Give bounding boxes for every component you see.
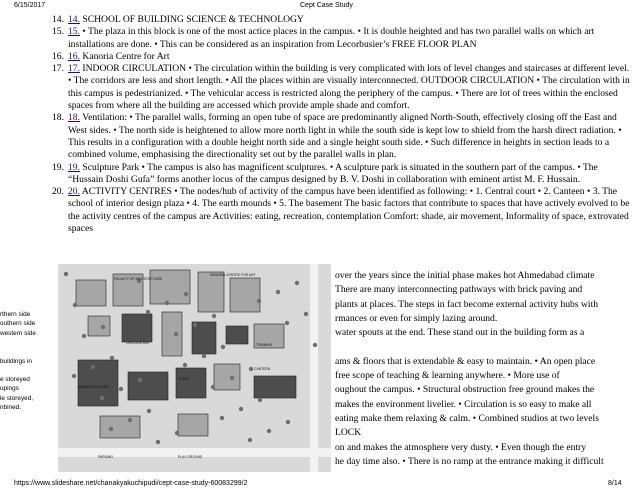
list-item-text xyxy=(68,112,632,161)
right-text-line: eating make them relaxing & calm. • Combined studios at two levels xyxy=(335,413,599,424)
site-label: PLAY GROUND xyxy=(178,455,203,459)
site-tree xyxy=(128,418,132,422)
list-item-text xyxy=(68,63,632,112)
list-item-number: 15. xyxy=(52,26,64,38)
right-text-line: on and makes the atmosphere very dusty. • Even though the entry xyxy=(335,441,587,453)
stub-line: western side xyxy=(0,329,36,337)
site-label: KANORIA CENTRE FOR ART xyxy=(210,273,256,277)
list-item-text xyxy=(68,186,632,235)
site-tree xyxy=(239,407,243,411)
right-text-line: over the years since the initial phase makes hot Ahmedabad climate xyxy=(335,270,595,281)
numbered-list xyxy=(6,14,632,256)
list-item-link[interactable]: 18. xyxy=(68,112,80,124)
list-item xyxy=(6,63,632,112)
site-building xyxy=(176,368,206,398)
site-plan-drawing xyxy=(58,264,331,472)
right-text-line: plants at places. The steps in fact become external activity hubs with xyxy=(335,298,599,310)
site-building xyxy=(100,416,140,438)
list-item-text xyxy=(68,51,632,63)
site-tree xyxy=(146,310,150,314)
site-tree xyxy=(221,345,225,349)
list-item-link[interactable]: 14. xyxy=(68,14,80,25)
site-tree xyxy=(72,374,76,378)
list-item xyxy=(6,186,632,235)
site-tree xyxy=(202,354,206,358)
site-building xyxy=(76,280,106,306)
site-building xyxy=(128,372,168,400)
stub-line: upings xyxy=(0,385,19,393)
site-road xyxy=(310,264,318,472)
site-tree xyxy=(184,292,188,296)
site-label: FACULTY OF ARCHITECTURE xyxy=(114,277,162,281)
list-item-body: Ventilation: • The parallel walls, forming an open tube of space are predominantly aligned North-South, effectively closing off the East and West sides. • The north side is heightened to allow more north light in while the south side is kept low to shield from the harsh direct radiation. • This results in a configuration with a double height north side and a single height south side. • Such difference in heights in section leads to a combined volume, emphasising the directionality set out by the parallel walls in plan. xyxy=(68,112,622,161)
site-tree xyxy=(212,314,216,318)
site-tree xyxy=(313,343,317,347)
site-tree xyxy=(193,323,197,327)
list-item-body: Kanoria Centre for Art xyxy=(80,50,170,62)
site-building xyxy=(88,316,110,336)
site-tree xyxy=(248,438,252,442)
site-tree xyxy=(165,301,169,305)
site-tree xyxy=(119,387,123,391)
stub-line: nbined. xyxy=(0,404,21,411)
list-item-body: SCHOOL OF BUILDING SCIENCE & TECHNOLOGY xyxy=(80,14,304,25)
site-tree xyxy=(156,440,160,444)
site-label: PLAZA xyxy=(178,377,189,381)
list-item-body: Sculpture Park • The campus is also has magnificent sculptures. • A sculpture park is situated in the southern part of the campus. • The “Hussain Doshi Gufa” forms another locus of the campus designed by B. V. Doshi in collaboration with eminent artist M. F. Hussain. xyxy=(68,161,598,185)
list-item-text xyxy=(68,162,632,187)
list-item-body: • The plaza in this block is one of the most actice places in the campus. • It is double heighted and has two parallel walls on which art installations are done. • This can be considered as an inspiration from Lecorbusier’s FREE FLOOR PLAN xyxy=(68,26,595,50)
list-item xyxy=(6,26,632,51)
site-label: TRAINING xyxy=(256,343,273,347)
site-tree xyxy=(286,420,290,424)
list-item xyxy=(6,162,632,187)
site-building xyxy=(150,270,190,304)
list-item-number: 20. xyxy=(52,186,64,198)
list-item-link[interactable]: 16. xyxy=(68,50,80,62)
site-tree xyxy=(183,363,187,367)
site-building xyxy=(254,376,296,398)
campus-site-plan xyxy=(58,264,331,472)
footer-url[interactable]: https://www.slideshare.net/chanakyakuchipudi/cept-case-study-60083299/2 xyxy=(14,480,248,487)
site-tree xyxy=(110,356,114,360)
site-building xyxy=(230,278,260,312)
list-item-link[interactable]: 17. xyxy=(68,63,80,75)
site-tree xyxy=(82,334,86,338)
list-item-link[interactable]: 19. xyxy=(68,161,80,173)
site-tree xyxy=(220,416,224,420)
stub-line: rthern side xyxy=(0,311,31,318)
site-tree xyxy=(64,272,68,276)
site-tree xyxy=(211,385,215,389)
site-label: CIRCULATION xyxy=(126,341,149,345)
site-tree xyxy=(174,332,178,336)
site-tree xyxy=(100,396,104,400)
list-item-number: 17. xyxy=(52,63,64,75)
list-item-body: ACTIVITY CENTRES • The nodes/hub of activity of the campus have been identified as following: • 1. Central court • 2. Canteen • 3. The school of interior design plaza • 4. The earth mounds • 5. The basement The basic factors that contribute to spaces that have actively evolved to be the activity centres of the campus are Activities: eating, recreation, contemplation Comfort: shade, air movement, Informality of space, extrovated spaces xyxy=(68,186,630,235)
site-tree xyxy=(109,427,113,431)
list-item xyxy=(6,112,632,161)
right-text-line: oughout the campus. • Structural obstruction free ground makes the xyxy=(335,384,595,396)
site-tree xyxy=(91,365,95,369)
list-item-number: 14. xyxy=(52,14,64,25)
right-text-line: ams & floors that is extendable & easy to maintain. • An open place xyxy=(335,355,596,367)
list-item-number: 19. xyxy=(52,161,64,173)
site-tree xyxy=(249,367,253,371)
site-building xyxy=(198,272,224,312)
site-label: AMDAVAD NI GUFA xyxy=(78,385,109,389)
stub-line: outhern side xyxy=(0,320,36,328)
list-item xyxy=(6,51,632,63)
footer-page-number: 8/14 xyxy=(608,480,622,487)
list-item xyxy=(6,14,632,26)
header-date: 6/15/2017 xyxy=(14,2,46,9)
site-building xyxy=(162,312,182,356)
site-tree xyxy=(257,299,261,303)
site-building xyxy=(214,364,240,390)
site-tree xyxy=(267,429,271,433)
site-tree xyxy=(295,281,299,285)
right-text-line: There are many interconnecting pathways with brick paving and xyxy=(335,284,583,296)
site-tree xyxy=(73,303,77,307)
list-item-body: INDOOR CIRCULATION • The circulation within the building is very complicated with lots of level changes and staircases at different level. • The corridors are less and short length. • All the places within are visually interconnected. OUTDOOR CIRCULATION • The circulation with in this campus is pedestrianized. • The vehicular access is restricted along the periphery of the campus. • There are lot of trees within the enclosed spaces from where all the building are accessed which provide ample shade and comfort. xyxy=(68,63,630,112)
site-tree xyxy=(285,321,289,325)
site-building xyxy=(226,326,248,344)
site-tree xyxy=(258,398,262,402)
right-text-line: makes the environment livelier. • Circulation is so easy to make all xyxy=(335,398,592,410)
site-building xyxy=(122,314,152,342)
right-text-line: rmances or even for simply lazing around. xyxy=(335,312,498,324)
right-text-line: he day time also. • There is no ramp at the entrance making it difficult xyxy=(335,455,604,467)
stub-line: e storeyed xyxy=(0,376,30,384)
site-tree xyxy=(175,431,179,435)
site-tree xyxy=(138,378,142,382)
list-item-number: 16. xyxy=(52,50,64,62)
stub-line: buildings in xyxy=(0,357,32,365)
list-item-text xyxy=(68,14,632,26)
site-tree xyxy=(276,290,280,294)
site-tree xyxy=(230,376,234,380)
list-item-text xyxy=(68,26,632,51)
list-item-link[interactable]: 20. xyxy=(68,186,80,198)
right-text-line: LOCK xyxy=(335,427,362,439)
list-item-number: 18. xyxy=(52,112,64,124)
header-title: Cept Case Study xyxy=(300,2,353,9)
list-item-link[interactable]: 15. xyxy=(68,26,80,38)
site-label: PARKING xyxy=(98,455,114,459)
site-building xyxy=(178,414,208,436)
stub-line: le storeyed, xyxy=(0,394,34,402)
site-building xyxy=(78,360,118,406)
site-tree xyxy=(101,325,105,329)
site-label: CANTEEN xyxy=(254,367,271,371)
site-tree xyxy=(304,312,308,316)
site-tree xyxy=(147,409,151,413)
right-text-line: free scope of teaching & learning anywhere. • More use of xyxy=(335,370,560,382)
right-text-line: water spouts at the end. These stand out in the building form as a xyxy=(335,327,585,339)
